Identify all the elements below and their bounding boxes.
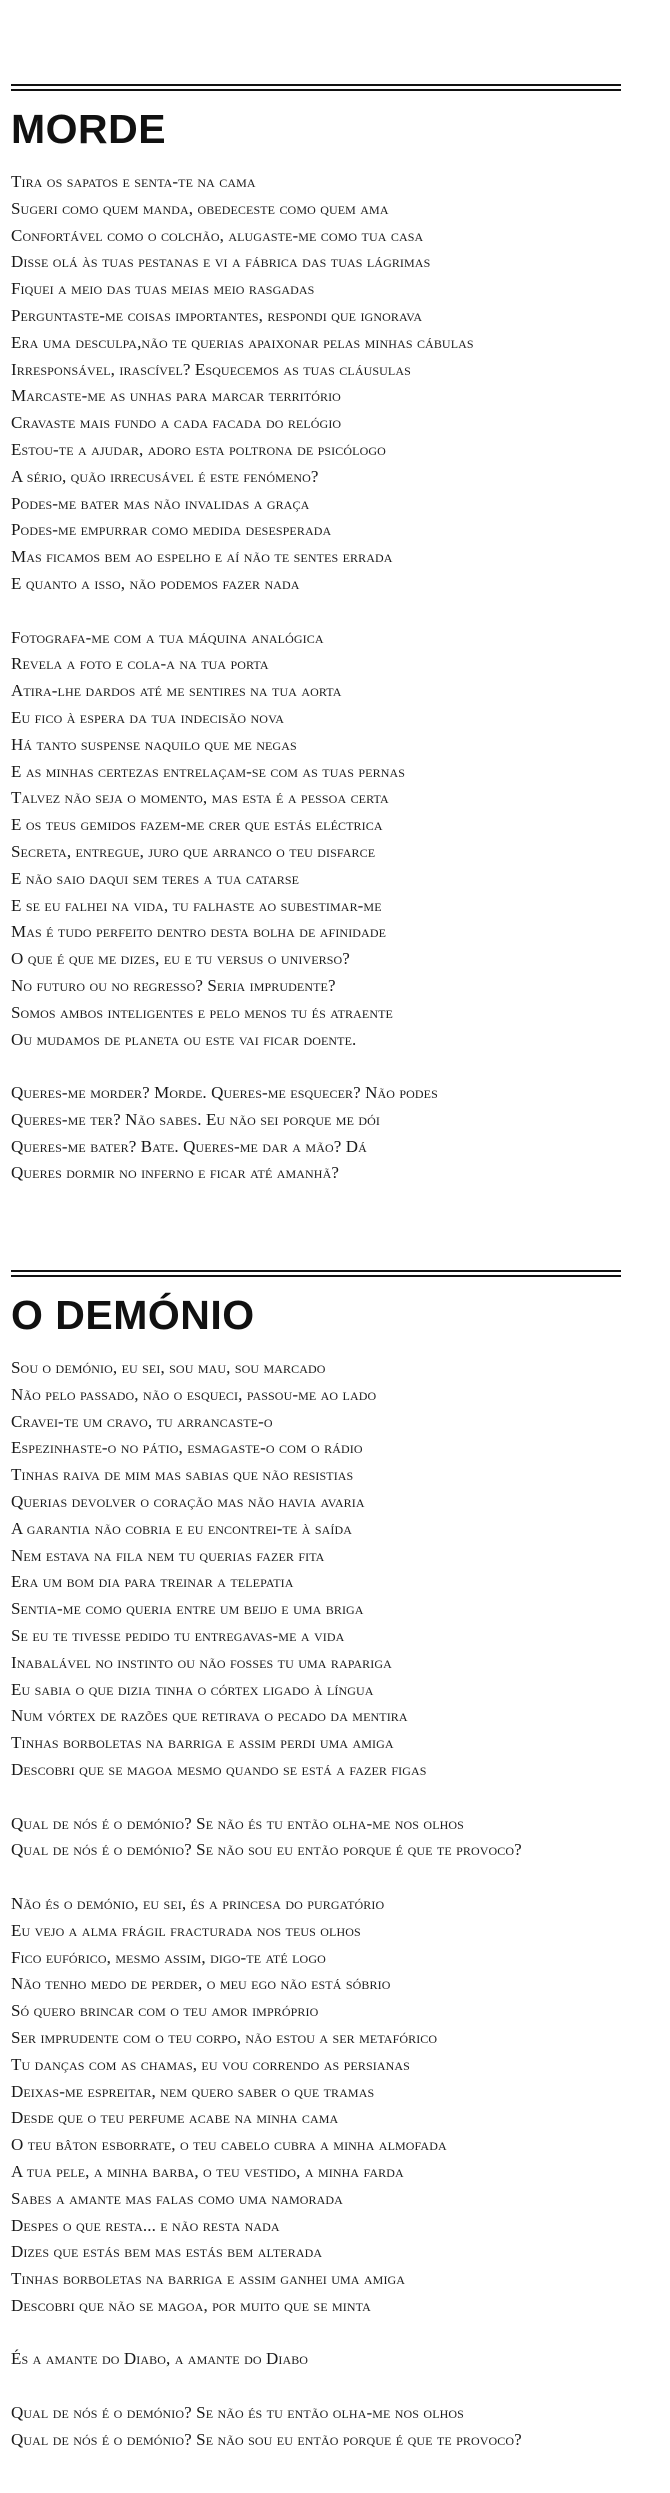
poem-line: Fiquei a meio das tuas meias meio rasgadas bbox=[11, 279, 315, 299]
poem-line: Ser imprudente com o teu corpo, não estou a ser metafórico bbox=[11, 2027, 438, 2047]
poem-line: O teu bâton esborrate, o teu cabelo cubra a minha almofada bbox=[11, 2135, 447, 2155]
poem-body bbox=[11, 169, 621, 1187]
poem-line: Não és o demónio, eu sei, és a princesa do purgatório bbox=[11, 1893, 385, 1913]
poem-line: Tinhas borboletas na barriga e assim ganhei uma amiga bbox=[11, 2269, 406, 2289]
poem-line: Mas é tudo perfeito dentro desta bolha de afinidade bbox=[11, 922, 387, 942]
poem-line: Eu sabia o que dizia tinha o córtex ligado à língua bbox=[11, 1679, 374, 1699]
poem-line: Há tanto suspense naquilo que me negas bbox=[11, 734, 297, 754]
poem-line: E os teus gemidos fazem-me crer que estás eléctrica bbox=[11, 815, 383, 835]
stanza bbox=[11, 2346, 621, 2373]
poem-line: Perguntaste-me coisas importantes, respondi que ignorava bbox=[11, 305, 423, 325]
poem-line: Fotografa-me com a tua máquina analógica bbox=[11, 627, 324, 647]
poem-line: Qual de nós é o demónio? Se não és tu então olha-me nos olhos bbox=[11, 1813, 464, 1833]
poem-line: Somos ambos inteligentes e pelo menos tu és atraente bbox=[11, 1002, 393, 1022]
poem-line: Queres dormir no inferno e ficar até amanhã? bbox=[11, 1163, 339, 1183]
poem-line: Podes-me empurrar como medida desesperada bbox=[11, 520, 332, 540]
poem-line: Qual de nós é o demónio? Se não sou eu então porque é que te provoco? bbox=[11, 2429, 522, 2449]
poem-line: Se eu te tivesse pedido tu entregavas-me a vida bbox=[11, 1625, 345, 1645]
poem-line: Tira os sapatos e senta-te na cama bbox=[11, 172, 256, 191]
stanza bbox=[11, 1355, 621, 1784]
poem-line: Desde que o teu perfume acabe na minha cama bbox=[11, 2108, 339, 2128]
poem-line: Cravei-te um cravo, tu arrancaste-o bbox=[11, 1411, 273, 1431]
poem-line: Sabes a amante mas falas como uma namorada bbox=[11, 2188, 343, 2208]
poem-line: O que é que me dizes, eu e tu versus o universo? bbox=[11, 949, 350, 969]
poem-line: Cravaste mais fundo a cada facada do relógio bbox=[11, 413, 342, 433]
poem-line: Sentia-me como queria entre um beijo e uma briga bbox=[11, 1599, 364, 1619]
poem-line: Queres-me morder? Morde. Queres-me esquecer? Não podes bbox=[11, 1083, 438, 1103]
poem-line: A tua pele, a minha barba, o teu vestido, a minha farda bbox=[11, 2161, 404, 2181]
poem-line: Irresponsável, irascível? Esquecemos as tuas cláusulas bbox=[11, 359, 411, 379]
poem-line: Dizes que estás bem mas estás bem alterada bbox=[11, 2242, 323, 2262]
poem-line: Nem estava na fila nem tu querias fazer fita bbox=[11, 1545, 325, 1565]
poem-line: Ou mudamos de planeta ou este vai ficar doente. bbox=[11, 1029, 357, 1049]
poem-title: O DEMÓNIO bbox=[11, 1292, 255, 1338]
poem-line: Eu fico à espera da tua indecisão nova bbox=[11, 707, 285, 727]
poem-line: Tinhas borboletas na barriga e assim perdi uma amiga bbox=[11, 1733, 394, 1753]
poem-line: Descobri que se magoa mesmo quando se está a fazer figas bbox=[11, 1759, 427, 1779]
stanza bbox=[11, 169, 621, 598]
poem-line: Marcaste-me as unhas para marcar território bbox=[11, 386, 341, 406]
poem-line: E não saio daqui sem teres a tua catarse bbox=[11, 868, 300, 888]
poem-title: MORDE bbox=[11, 106, 167, 152]
poem-line: Descobri que não se magoa, por muito que se minta bbox=[11, 2295, 371, 2315]
poem-line: Querias devolver o coração mas não havia avaria bbox=[11, 1491, 365, 1511]
poem-line: Não pelo passado, não o esqueci, passou-me ao lado bbox=[11, 1384, 377, 1404]
poem-line: Disse olá às tuas pestanas e vi a fábrica das tuas lágrimas bbox=[11, 252, 431, 272]
poem-line: Só quero brincar com o teu amor impróprio bbox=[11, 2001, 319, 2021]
stanza bbox=[11, 1080, 621, 1187]
poem-line: E quanto a isso, não podemos fazer nada bbox=[11, 573, 300, 593]
poem-line: A sério, quão irrecusável é este fenómeno? bbox=[11, 466, 319, 486]
stanza bbox=[11, 1811, 621, 1865]
double-rule-divider bbox=[11, 1270, 621, 1277]
poem-line: Fico eufórico, mesmo assim, digo-te até logo bbox=[11, 1947, 326, 1967]
poem-line: Despes o que resta... e não resta nada bbox=[11, 2215, 280, 2235]
poem-line: Qual de nós é o demónio? Se não és tu então olha-me nos olhos bbox=[11, 2403, 464, 2423]
poem-line: Espezinhaste-o no pátio, esmagaste-o com o rádio bbox=[11, 1438, 363, 1458]
poem-line: Secreta, entregue, juro que arranco o teu disfarce bbox=[11, 841, 376, 861]
poem-line: A garantia não cobria e eu encontrei-te à saída bbox=[11, 1518, 353, 1538]
poem-line: E as minhas certezas entrelaçam-se com as tuas pernas bbox=[11, 761, 405, 781]
poem-line: És a amante do Diabo, a amante do Diabo bbox=[11, 2349, 309, 2369]
poem-line: Sugeri como quem manda, obedeceste como quem ama bbox=[11, 198, 389, 218]
poem-line: Tinhas raiva de mim mas sabias que não resistias bbox=[11, 1465, 354, 1485]
poem-line: Mas ficamos bem ao espelho e aí não te sentes errada bbox=[11, 547, 393, 567]
poem-line: Inabalável no instinto ou não fosses tu uma rapariga bbox=[11, 1652, 392, 1672]
poem-line: Não tenho medo de perder, o meu ego não está sóbrio bbox=[11, 1974, 391, 1994]
poem-line: Tu danças com as chamas, eu vou correndo as persianas bbox=[11, 2054, 410, 2074]
poem-line: Era um bom dia para treinar a telepatia bbox=[11, 1572, 294, 1592]
poem-line: Atira-lhe dardos até me sentires na tua aorta bbox=[11, 681, 342, 701]
stanza bbox=[11, 625, 621, 1054]
poem-morde bbox=[11, 84, 621, 1187]
poem-line: Podes-me bater mas não invalidas a graça bbox=[11, 493, 310, 513]
poem-line: E se eu falhei na vida, tu falhaste ao subestimar-me bbox=[11, 895, 382, 915]
stanza bbox=[11, 2400, 621, 2454]
poem-line: Talvez não seja o momento, mas esta é a pessoa certa bbox=[11, 788, 389, 808]
poem-line: Revela a foto e cola-a na tua porta bbox=[11, 654, 269, 674]
poem-line: Queres-me ter? Não sabes. Eu não sei porque me dói bbox=[11, 1109, 380, 1129]
poem-line: Confortável como o colchão, alugaste-me como tua casa bbox=[11, 225, 424, 245]
poem-line: Deixas-me espreitar, nem quero saber o que tramas bbox=[11, 2081, 375, 2101]
poem-line: Sou o demónio, eu sei, sou mau, sou marcado bbox=[11, 1358, 326, 1377]
stanza bbox=[11, 1891, 621, 2320]
poem-line: No futuro ou no regresso? Seria imprudente? bbox=[11, 975, 336, 995]
double-rule-divider bbox=[11, 84, 621, 91]
poem-line: Num vórtex de razões que retirava o pecado da mentira bbox=[11, 1706, 408, 1726]
poem-line: Era uma desculpa,não te querias apaixonar pelas minhas cábulas bbox=[11, 332, 474, 352]
poem-line: Queres-me bater? Bate. Queres-me dar a mão? Dá bbox=[11, 1136, 367, 1156]
poem-o-demonio bbox=[11, 1270, 621, 2454]
poem-line: Qual de nós é o demónio? Se não sou eu então porque é que te provoco? bbox=[11, 1840, 522, 1860]
poem-line: Eu vejo a alma frágil fracturada nos teus olhos bbox=[11, 1920, 361, 1940]
poem-line: Estou-te a ajudar, adoro esta poltrona de psicólogo bbox=[11, 439, 386, 459]
poem-body bbox=[11, 1355, 621, 2454]
